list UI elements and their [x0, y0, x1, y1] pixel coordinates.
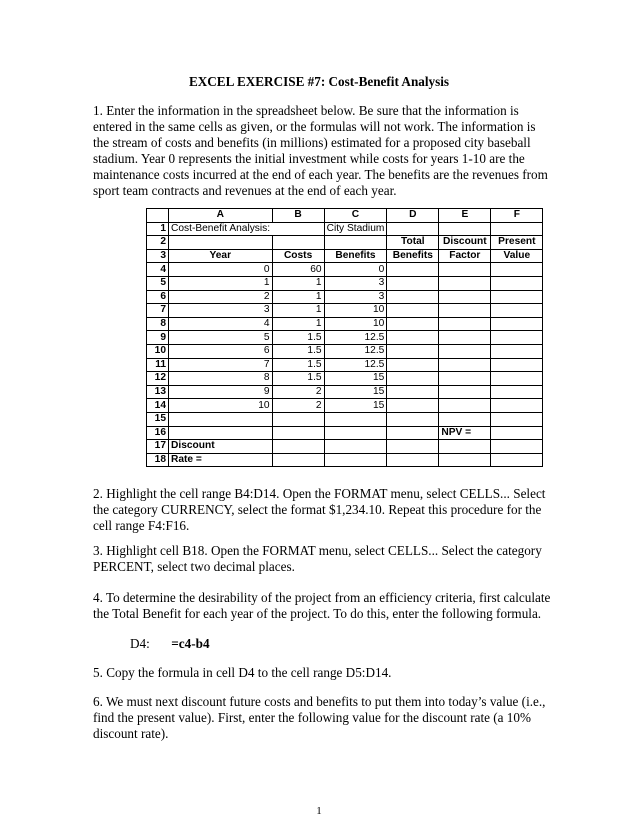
cell-a16: [169, 426, 273, 440]
row-number: 15: [147, 412, 169, 426]
column-header-a: A: [169, 209, 273, 223]
discount-factor-cell: [439, 385, 491, 399]
instruction-3: 3. Highlight cell B18. Open the FORMAT menu, select CELLS... Select the category PERCENT, select two decimal places.: [93, 543, 542, 574]
cell-a1: Cost-Benefit Analysis:: [169, 222, 273, 236]
total-benefit-cell: [387, 385, 439, 399]
formula-expression: =c4-b4: [171, 636, 210, 651]
cell-b16: [272, 426, 324, 440]
year-cell: 10: [169, 399, 273, 413]
cell-a15: [169, 412, 273, 426]
data-row: [147, 358, 543, 372]
data-row: [147, 331, 543, 345]
cell-c16: [324, 426, 387, 440]
total-benefit-cell: [387, 276, 439, 290]
data-row: [147, 304, 543, 318]
cost-cell: 1: [272, 304, 324, 318]
cell-c1: City Stadium: [324, 222, 387, 236]
cell-d16: [387, 426, 439, 440]
cost-cell: 2: [272, 399, 324, 413]
cell-d17: [387, 440, 439, 454]
benefit-cell: 15: [324, 372, 387, 386]
total-benefit-cell: [387, 344, 439, 358]
instruction-6: 6. We must next discount future costs and benefits to put them into today’s value (i.e., find the present value). First, enter the following value for the discount rate (a 10% discount rate).: [93, 694, 546, 741]
row-number: 7: [147, 304, 169, 318]
row-number: 17: [147, 440, 169, 454]
present-value-cell: [491, 344, 543, 358]
cost-cell: 1: [272, 276, 324, 290]
benefit-cell: 12.5: [324, 331, 387, 345]
cell-f17: [491, 440, 543, 454]
cell-c2: [324, 236, 387, 250]
benefit-cell: 10: [324, 304, 387, 318]
sheet-row-17: [147, 440, 543, 454]
row-number: 3: [147, 249, 169, 263]
data-row: [147, 372, 543, 386]
year-cell: 5: [169, 331, 273, 345]
cell-c18: [324, 453, 387, 467]
column-header-e: E: [439, 209, 491, 223]
instruction-1: 1. Enter the information in the spreadsheet below. Be sure that the information is entered in the same cells as given, or the formulas will not work. The information is the stream of costs and benefits (in millions) estimated for a proposed city baseball stadium. Year 0 represents the initial investment while costs for years 1-10 are the maintenance costs incurred at the end of each year. The benefits are the revenues from sport team contracts and revenues at the end of each year.: [93, 103, 548, 198]
sheet-row-16: [147, 426, 543, 440]
cell-e2: Discount: [439, 236, 491, 250]
cell-e15: [439, 412, 491, 426]
sheet-row-2: [147, 236, 543, 250]
present-value-cell: [491, 290, 543, 304]
row-number: 8: [147, 317, 169, 331]
formula-cell-ref: D4:: [130, 636, 150, 651]
page-number: 1: [316, 805, 322, 817]
row-number: 11: [147, 358, 169, 372]
sheet-row-1: [147, 222, 543, 236]
row-number: 5: [147, 276, 169, 290]
year-cell: 8: [169, 372, 273, 386]
total-benefit-cell: [387, 399, 439, 413]
cell-f15: [491, 412, 543, 426]
row-number: 12: [147, 372, 169, 386]
row-number: 13: [147, 385, 169, 399]
instruction-5: 5. Copy the formula in cell D4 to the cell range D5:D14.: [93, 665, 392, 680]
row-number: 4: [147, 263, 169, 277]
data-row: [147, 399, 543, 413]
cost-cell: 1.5: [272, 331, 324, 345]
cost-cell: 2: [272, 385, 324, 399]
present-value-cell: [491, 399, 543, 413]
cost-cell: 1: [272, 290, 324, 304]
present-value-cell: [491, 331, 543, 345]
data-row: [147, 290, 543, 304]
row-number: 14: [147, 399, 169, 413]
cell-f3: Value: [491, 249, 543, 263]
data-row: [147, 276, 543, 290]
benefit-cell: 12.5: [324, 358, 387, 372]
year-cell: 3: [169, 304, 273, 318]
row-number: 2: [147, 236, 169, 250]
cell-c15: [324, 412, 387, 426]
column-header-b: B: [272, 209, 324, 223]
row-number: 10: [147, 344, 169, 358]
cost-cell: 1: [272, 317, 324, 331]
cell-d3: Benefits: [387, 249, 439, 263]
total-benefit-cell: [387, 331, 439, 345]
discount-factor-cell: [439, 276, 491, 290]
sheet-row-18: [147, 453, 543, 467]
cell-d18: [387, 453, 439, 467]
benefit-cell: 10: [324, 317, 387, 331]
total-benefit-cell: [387, 358, 439, 372]
discount-factor-cell: [439, 304, 491, 318]
present-value-cell: [491, 317, 543, 331]
benefit-cell: 12.5: [324, 344, 387, 358]
cell-c17: [324, 440, 387, 454]
column-header-c: C: [324, 209, 387, 223]
discount-factor-cell: [439, 399, 491, 413]
total-benefit-cell: [387, 263, 439, 277]
cell-d15: [387, 412, 439, 426]
sheet-row-3: [147, 249, 543, 263]
row-number: 18: [147, 453, 169, 467]
data-row: [147, 385, 543, 399]
cell-b15: [272, 412, 324, 426]
discount-label-cell: Discount: [169, 440, 273, 454]
cell-b2: [272, 236, 324, 250]
present-value-cell: [491, 276, 543, 290]
row-number: 16: [147, 426, 169, 440]
rate-label-cell: Rate =: [169, 453, 273, 467]
cell-e1: [439, 222, 491, 236]
page-title: EXCEL EXERCISE #7: Cost-Benefit Analysis: [188, 74, 450, 89]
cell-b3: Costs: [272, 249, 324, 263]
cell-e3: Factor: [439, 249, 491, 263]
cell-a2: [169, 236, 273, 250]
cell-d1: [387, 222, 439, 236]
year-cell: 0: [169, 263, 273, 277]
year-cell: 6: [169, 344, 273, 358]
year-cell: 7: [169, 358, 273, 372]
year-cell: 2: [169, 290, 273, 304]
cell-f18: [491, 453, 543, 467]
cell-c3: Benefits: [324, 249, 387, 263]
cost-cell: 1.5: [272, 344, 324, 358]
npv-value-cell: [491, 426, 543, 440]
column-header-f: F: [491, 209, 543, 223]
sheet-row-15: [147, 412, 543, 426]
cell-d2: Total: [387, 236, 439, 250]
present-value-cell: [491, 263, 543, 277]
present-value-cell: [491, 304, 543, 318]
total-benefit-cell: [387, 304, 439, 318]
npv-label-cell: NPV =: [439, 426, 491, 440]
discount-rate-cell: [272, 453, 324, 467]
cell-b1: [272, 222, 324, 236]
data-row: [147, 263, 543, 277]
present-value-cell: [491, 358, 543, 372]
data-row: [147, 317, 543, 331]
benefit-cell: 3: [324, 290, 387, 304]
discount-factor-cell: [439, 290, 491, 304]
cell-a3: Year: [169, 249, 273, 263]
present-value-cell: [491, 385, 543, 399]
year-cell: 9: [169, 385, 273, 399]
total-benefit-cell: [387, 372, 439, 386]
benefit-cell: 3: [324, 276, 387, 290]
discount-factor-cell: [439, 331, 491, 345]
total-benefit-cell: [387, 317, 439, 331]
benefit-cell: 0: [324, 263, 387, 277]
row-number: 1: [147, 222, 169, 236]
cell-f2: Present: [491, 236, 543, 250]
instruction-4: 4. To determine the desirability of the project from an efficiency criteria, first calculate the Total Benefit for each year of the project. To do this, enter the following formula.: [93, 590, 551, 621]
cost-cell: 1.5: [272, 372, 324, 386]
discount-factor-cell: [439, 263, 491, 277]
formula-line: [130, 636, 210, 652]
column-header-d: D: [387, 209, 439, 223]
data-row: [147, 344, 543, 358]
discount-factor-cell: [439, 372, 491, 386]
row-number: 6: [147, 290, 169, 304]
cell-e17: [439, 440, 491, 454]
benefit-cell: 15: [324, 385, 387, 399]
cell-f1: [491, 222, 543, 236]
benefit-cell: 15: [324, 399, 387, 413]
row-number: 9: [147, 331, 169, 345]
discount-factor-cell: [439, 358, 491, 372]
spreadsheet-table: [146, 208, 543, 467]
discount-factor-cell: [439, 344, 491, 358]
column-header-row: [147, 209, 543, 223]
cost-cell: 1.5: [272, 358, 324, 372]
cell-b17: [272, 440, 324, 454]
total-benefit-cell: [387, 290, 439, 304]
discount-factor-cell: [439, 317, 491, 331]
present-value-cell: [491, 372, 543, 386]
year-cell: 4: [169, 317, 273, 331]
cost-cell: 60: [272, 263, 324, 277]
instruction-2: 2. Highlight the cell range B4:D14. Open the FORMAT menu, select CELLS... Select the category CURRENCY, select the format $1,234.10. Repeat this procedure for the cell range F4:F16.: [93, 486, 546, 533]
corner-cell: [147, 209, 169, 223]
year-cell: 1: [169, 276, 273, 290]
cell-e18: [439, 453, 491, 467]
